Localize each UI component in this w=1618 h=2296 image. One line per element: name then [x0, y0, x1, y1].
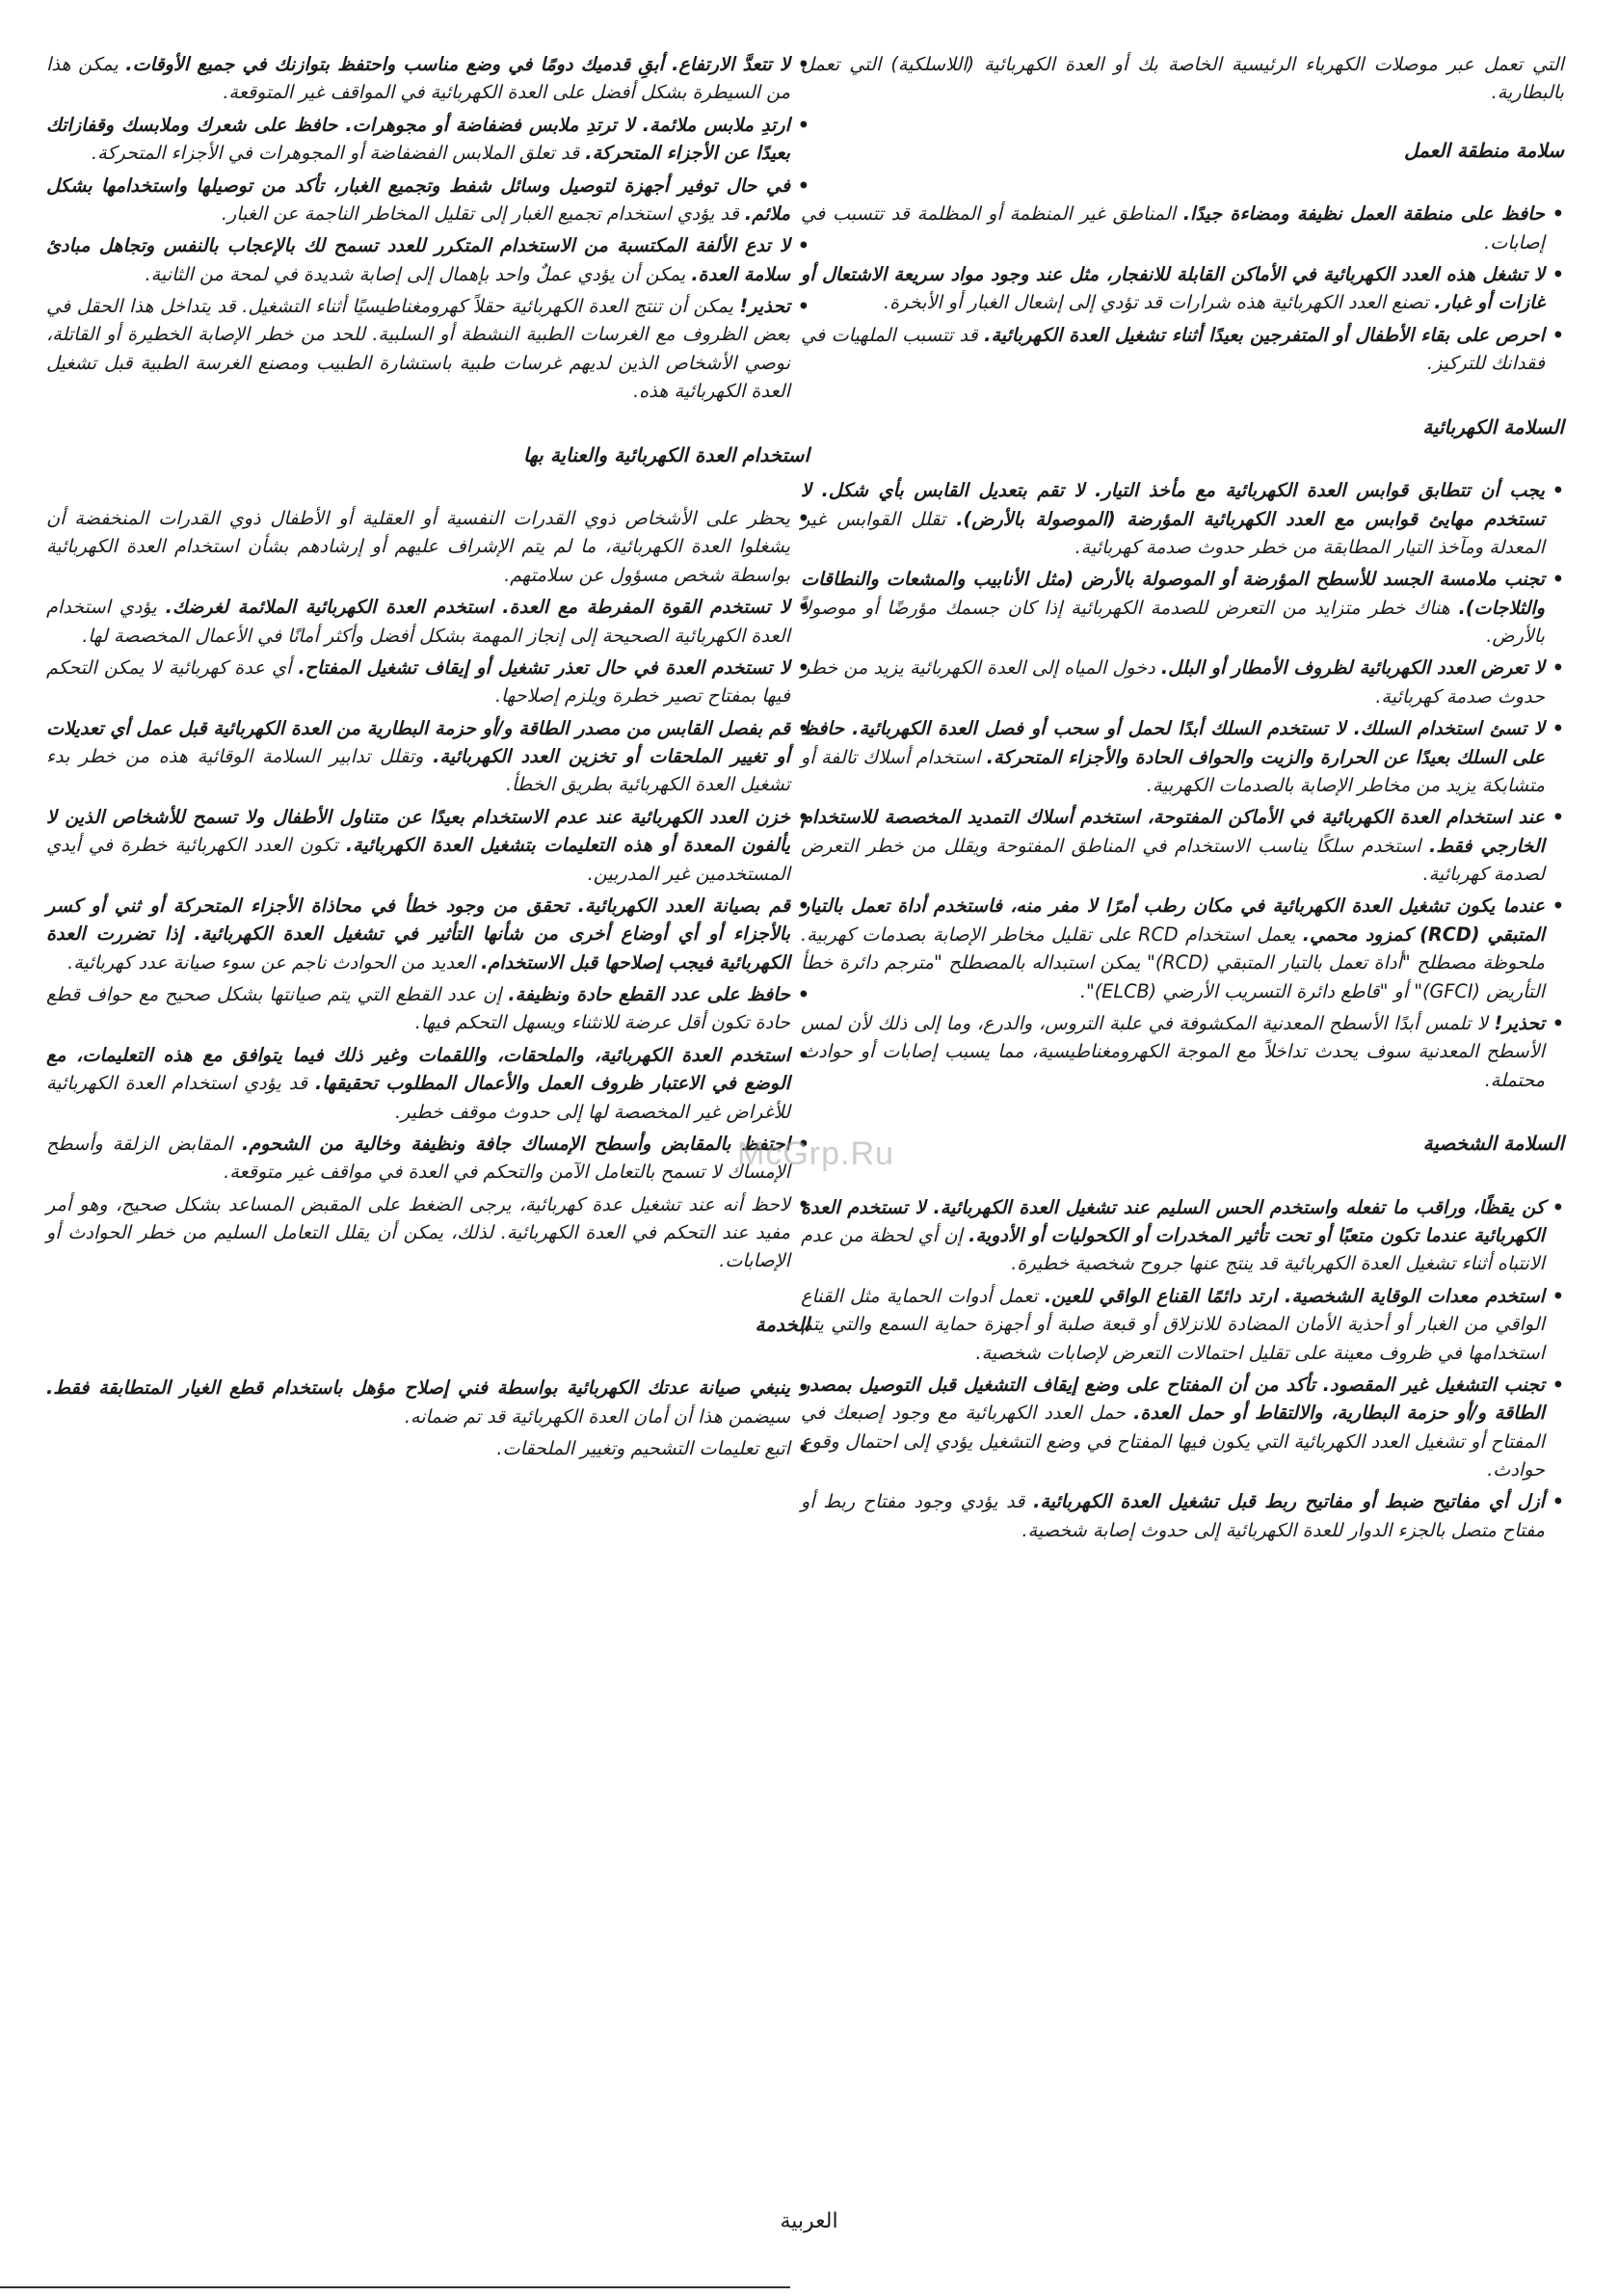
list-item: • في حال توفير أجهزة لتوصيل وسائل شفط وتجميع الغبار، تأكد من توصيلها واستخدامها بشكل ملائم. قد يؤدي استخدام تجميع الغبار إلى تقليل المخاطر الناجمة عن الغبار.	[46, 172, 809, 228]
section-title-tool-use: استخدام العدة الكهربائية والعناية بها	[522, 442, 809, 467]
right-column	[801, 50, 1564, 1548]
list-item: • استخدم معدات الوقاية الشخصية. ارتد دائمًا القناع الواقي للعين. تعمل أدوات الحماية مثل القناع الواقي من الغبار أو أحذية الأمان المضادة للانزلاق أو قبعة صلبة أو أجهزة حماية السمع والتي يتم استخدامها في ظروف معينة على تقليل احتمالات التعرض لإصابات شخصية.	[801, 1282, 1564, 1367]
section-title-work-area: سلامة منطقة العمل	[1403, 138, 1564, 162]
list-item: • يحظر على الأشخاص ذوي القدرات النفسية أو العقلية أو الأطفال ذوي القدرات المنخفضة أن يشغلوا العدة الكهربائية، ما لم يتم الإشراف عليهم أو إرشادهم بشأن استخدام العدة الكهربائية بواسطة شخص مسؤول عن سلامتهم.	[46, 504, 809, 589]
list-item: • لا تعرض العدد الكهربائية لظروف الأمطار أو البلل. دخول المياه إلى العدة الكهربائية يزيد من خطر حدوث صدمة كهربائية.	[801, 654, 1564, 710]
list-item: • حافظ على عدد القطع حادة ونظيفة. إن عدد القطع التي يتم صيانتها بشكل صحيح مع حواف قطع حادة تكون أقل عرضة للانثناء ويسهل التحكم فيها.	[46, 980, 809, 1037]
list-item: • ينبغي صيانة عدتك الكهربائية بواسطة فني إصلاح مؤهل باستخدام قطع الغيار المتطابقة فقط. سيضمن هذا أن أمان العدة الكهربائية قد تم ضمانه.	[46, 1374, 809, 1430]
list-item: • عند استخدام العدة الكهربائية في الأماكن المفتوحة، استخدم أسلاك التمديد المخصصة للاستخدام الخارجي فقط. استخدم سلكًا يناسب الاستخدام في المناطق المفتوحة ويقلل من خطر التعرض لصدمة كهربائية.	[801, 803, 1564, 888]
left-column	[46, 50, 809, 1467]
list-item: • قم بصيانة العدد الكهربائية. تحقق من وجود خطأ في محاذاة الأجزاء المتحركة أو ثني أو كسر بالأجزاء أو أي أوضاع أخرى من شأنها التأثير في تشغيل العدة الكهربائية. إذا تضررت العدة الكهربائية فيجب إصلاحها قبل الاستخدام. العديد من الحوادث ناجم عن سوء صيانة عدد كهربائية.	[46, 892, 809, 976]
list-item: • لاحظ أنه عند تشغيل عدة كهربائية، يرجى الضغط على المقبض المساعد بشكل صحيح، وهو أمر مفيد عند التحكم في العدة الكهربائية. لذلك، يمكن أن يقلل التعامل السليم من خطر الحوادث أو الإصابات.	[46, 1190, 809, 1275]
list-item: • يجب أن تتطابق قوابس العدة الكهربائية مع مأخذ التيار. لا تقم بتعديل القابس بأي شكل. لا تستخدم مهايئ قوابس مع العدد الكهربائية المؤرضة (الموصولة بالأرض). تقلل القوابس غير المعدلة ومآخذ التيار المطابقة من خطر حدوث صدمة كهربائية.	[801, 476, 1564, 561]
list-item: • اتبع تعليمات التشحيم وتغيير الملحقات.	[46, 1434, 809, 1462]
list-item: • تجنب ملامسة الجسد للأسطح المؤرضة أو الموصولة بالأرض (مثل الأنابيب والمشعات والنطاقات والثلاجات). هناك خطر متزايد من التعرض للصدمة الكهربائية إذا كان جسمك مؤرضًا أو موصولاً بالأرض.	[801, 565, 1564, 650]
list-item: • تحذير! لا تلمس أبدًا الأسطح المعدنية المكشوفة في علبة التروس، والدرع، وما إلى ذلك لأن لمس الأسطح المعدنية سوف يحدث تداخلاً مع الموجة الكهرومغناطيسية، مما يسبب إصابات أو حوادث محتملة.	[801, 1009, 1564, 1094]
section-title-personal: السلامة الشخصية	[1422, 1132, 1564, 1156]
intro-text: التي تعمل عبر موصلات الكهرباء الرئيسية الخاصة بك أو العدة الكهربائية (اللاسلكية) التي تعمل بالبطارية.	[801, 53, 1564, 104]
list-item: • أزل أي مفاتيح ضبط أو مفاتيح ربط قبل تشغيل العدة الكهربائية. قد يؤدي وجود مفتاح ربط أو مفتاح متصل بالجزء الدوار للعدة الكهربائية إلى حدوث إصابة شخصية.	[801, 1487, 1564, 1544]
list-item: • ارتدِ ملابس ملائمة. لا ترتدِ ملابس فضفاضة أو مجوهرات. حافظ على شعرك وملابسك وقفازاتك بعيدًا عن الأجزاء المتحركة. قد تعلق الملابس الفضفاضة أو المجوهرات في الأجزاء المتحركة.	[46, 111, 809, 168]
list-item: • لا تستخدم العدة في حال تعذر تشغيل أو إيقاف تشغيل المفتاح. أي عدة كهربائية لا يمكن التحكم فيها بمفتاح تصير خطرة ويلزم إصلاحها.	[46, 654, 809, 710]
list-item: • عندما يكون تشغيل العدة الكهربائية في مكان رطب أمرًا لا مفر منه، فاستخدم أداة تعمل بالتيار المتبقي (RCD) كمزود محمي. يعمل استخدام RCD على تقليل مخاطر الإصابة بصدمات كهربية. ملحوظة مصطلح "أداة تعمل بالتيار المتبقي (RCD)" يمكن استبداله بالمصطلح "مترجم دائرة خطأ التأريض (GFCI)" أو "قاطع دائرة التسريب الأرضي (ELCB)".	[801, 892, 1564, 1005]
list-item: • احتفظ بالمقابض وأسطح الإمساك جافة ونظيفة وخالية من الشحوم. المقابض الزلقة وأسطح الإمساك لا تسمح بالتعامل الآمن والتحكم في العدة في مواقف غير متوقعة.	[46, 1130, 809, 1187]
list-item: • لا تتعدَّ الارتفاع. أبقِ قدميك دومًا في وضع مناسب واحتفظ بتوازنك في جميع الأوقات. يمكن هذا من السيطرة بشكل أفضل على العدة الكهربائية في المواقف غير المتوقعة.	[46, 50, 809, 107]
list-item: • لا تشغل هذه العدد الكهربائية في الأماكن القابلة للانفجار، مثل عند وجود مواد سريعة الاشتعال أو غازات أو غبار. تصنع العدد الكهربائية هذه شرارات قد تؤدي إلى إشعال الغبار أو الأبخرة.	[801, 260, 1564, 317]
list-item: • تجنب التشغيل غير المقصود. تأكد من أن المفتاح على وضع إيقاف التشغيل قبل التوصيل بمصدر الطاقة و/أو حزمة البطارية، والالتقاط أو حمل العدة. حمل العدد الكهربائية مع وجود إصبعك في المفتاح أو تشغيل العدد الكهربائية التي يكون فيها المفتاح في وضع التشغيل يؤدي إلى احتمال وقوع حوادث.	[801, 1371, 1564, 1484]
list-item: • قم بفصل القابس من مصدر الطاقة و/أو حزمة البطارية من العدة الكهربائية قبل عمل أي تعديلات أو تغيير الملحقات أو تخزين العدد الكهربائية. وتقلل تدابير السلامة الوقائية هذه من خطر بدء تشغيل العدة الكهربائية بطريق الخطأ.	[46, 714, 809, 799]
list-item: • لا تدع الألفة المكتسبة من الاستخدام المتكرر للعدد تسمح لك بالإعجاب بالنفس وتجاهل مبادئ سلامة العدة. يمكن أن يؤدي عملٌ واحد بإهمال إلى إصابة شديدة في لمحة من الثانية.	[46, 231, 809, 288]
watermark-text: McGrp.Ru	[737, 1135, 894, 1172]
section-title-service: الخدمة	[755, 1312, 809, 1336]
list-item: • حافظ على منطقة العمل نظيفة ومضاءة جيدًا. المناطق غير المنظمة أو المظلمة قد تتسبب في إصابات.	[801, 200, 1564, 256]
footer-divider	[0, 2286, 790, 2288]
list-item: • تحذير! يمكن أن تنتج العدة الكهربائية حقلاً كهرومغناطيسيًا أثناء التشغيل. قد يتداخل هذا الحقل في بعض الظروف مع الغرسات الطبية النشطة أو السلبية. للحد من خطر الإصابة الخطيرة أو القاتلة، نوصي الأشخاص الذين لديهم غرسات طبية باستشارة الطبيب ومصنع الغرسة الطبية قبل تشغيل العدة الكهربائية هذه.	[46, 292, 809, 406]
section-title-electrical: السلامة الكهربائية	[1422, 414, 1564, 439]
page-footer-language: العربية	[780, 2209, 838, 2233]
list-item: • استخدم العدة الكهربائية، والملحقات، واللقمات وغير ذلك فيما يتوافق مع هذه التعليمات، مع الوضع في الاعتبار ظروف العمل والأعمال المطلوب تحقيقها. قد يؤدي استخدام العدة الكهربائية للأغراض غير المخصصة لها إلى حدوث موقف خطير.	[46, 1041, 809, 1126]
list-item: • كن يقظًا، وراقب ما تفعله واستخدم الحس السليم عند تشغيل العدة الكهربائية. لا تستخدم العدة الكهربائية عندما تكون متعبًا أو تحت تأثير المخدرات أو الكحوليات أو الأدوية. إن أي لحظة من عدم الانتباه أثناء تشغيل العدة الكهربائية قد ينتج عنها جروح شخصية خطيرة.	[801, 1193, 1564, 1278]
list-item: • احرص على بقاء الأطفال أو المتفرجين بعيدًا أثناء تشغيل العدة الكهربائية. قد تتسبب الملهيات في فقدانك للتركيز.	[801, 321, 1564, 378]
list-item: • لا تسئ استخدام السلك. لا تستخدم السلك أبدًا لحمل أو سحب أو فصل العدة الكهربائية. حافظ على السلك بعيدًا عن الحرارة والزيت والحواف الحادة والأجزاء المتحركة. استخدام أسلاك تالفة أو متشابكة يزيد من مخاطر الإصابة بالصدمات الكهربية.	[801, 714, 1564, 799]
list-item: • لا تستخدم القوة المفرطة مع العدة. استخدم العدة الكهربائية الملائمة لغرضك. يؤدي استخدام العدة الكهربائية الصحيحة إلى إنجاز المهمة بشكل أفضل وأكثر أمانًا في الأعمال المخصصة لها.	[46, 593, 809, 650]
list-item: • خزن العدد الكهربائية عند عدم الاستخدام بعيدًا عن متناول الأطفال ولا تسمح للأشخاص الذين لا يألفون المعدة أو هذه التعليمات بتشغيل العدة الكهربائية. تكون العدد الكهربائية خطرة في أيدي المستخدمين غير المدربين.	[46, 803, 809, 888]
